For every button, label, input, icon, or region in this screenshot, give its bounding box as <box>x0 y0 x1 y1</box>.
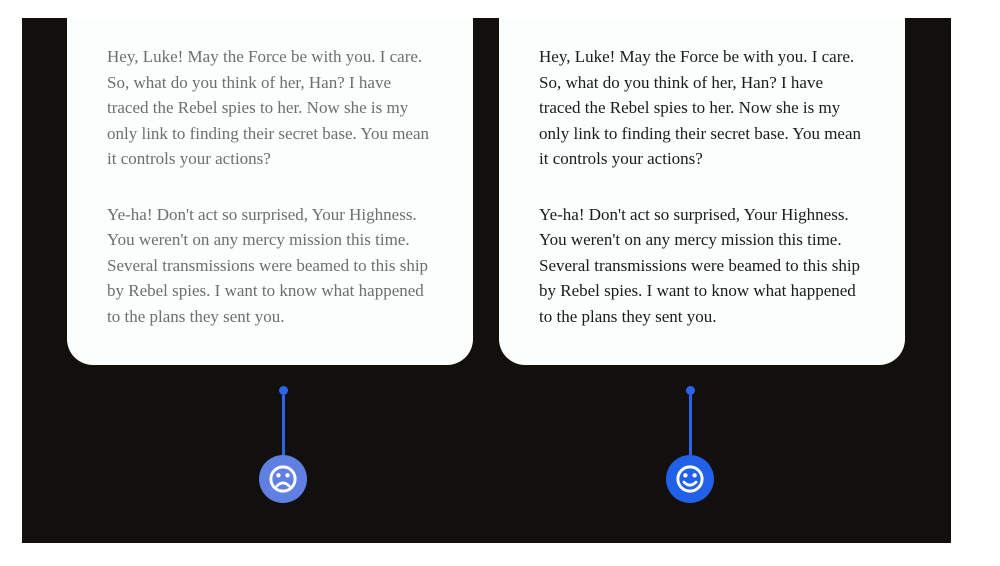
marker-low-contrast <box>259 386 307 503</box>
dialogue-paragraph-1: Hey, Luke! May the Force be with you. I care. So, what do you think of her, Han? I have traced the Rebel spies to her. Now she is my only link to finding their secret base. You mean it controls your actions? <box>107 47 430 168</box>
card-low-contrast <box>67 18 473 365</box>
dialogue-paragraph-2: Ye-ha! Don't act so surprised, Your Highness. You weren't on any mercy mission this time. Several transmissions were beamed to this ship by Rebel spies. I want to know what happened to the plans they sent you. <box>539 204 861 326</box>
card-high-contrast <box>499 18 905 365</box>
sad-face-icon[interactable] <box>259 455 307 503</box>
smiley-face-icon[interactable] <box>666 455 714 503</box>
pin-line <box>282 395 285 455</box>
pin-line <box>689 395 692 455</box>
dialogue-paragraph-2: Ye-ha! Don't act so surprised, Your Highness. You weren't on any mercy mission this time. Several transmissions were beamed to this ship by Rebel spies. I want to know what happened to the plans they sent you. <box>107 204 429 326</box>
dialogue-paragraph-1: Hey, Luke! May the Force be with you. I care. So, what do you think of her, Han? I have traced the Rebel spies to her. Now she is my only link to finding their secret base. You mean it controls your actions? <box>539 47 862 168</box>
pin-dot <box>686 386 695 395</box>
marker-high-contrast <box>666 386 714 503</box>
pin-dot <box>279 386 288 395</box>
contrast-demo-stage <box>22 18 951 543</box>
